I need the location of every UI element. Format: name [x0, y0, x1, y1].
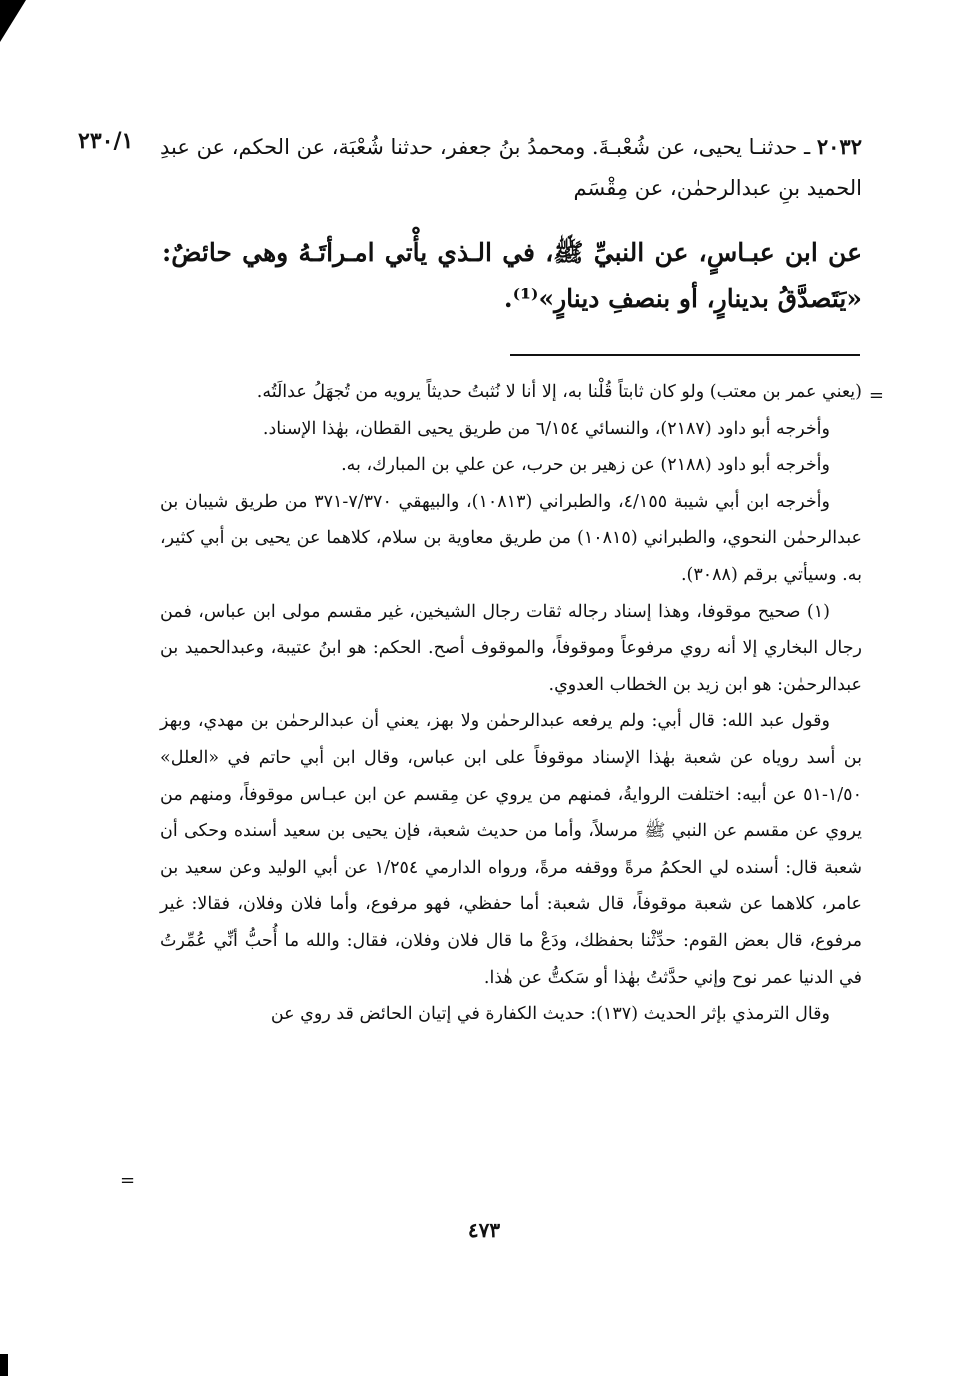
hadith-isnad-text: ـ حدثنـا يحيى، عن شُعْبـةَ. ومحمدُ بنُ جعفر، حدثنا شُعْبَة، عن الحكم، عن عبدِ الحميد بنِ عبدالرحمٰن، عن مِقْسَم — [160, 135, 862, 200]
footnote-paragraph: وقال الترمذي بإثر الحديث (١٣٧): حديث الكفارة في إتيان الحائض قد روي عن — [270, 1004, 830, 1025]
scan-corner-mark — [0, 0, 26, 42]
hadith-number: ٢٠٣٢ — [816, 134, 862, 159]
footnote-paragraph: وأخرجه أبو داود (٢١٨٧)، والنسائي ٦/١٥٤ من طريق يحيى القطان، بهٰذا الإسناد. — [262, 418, 830, 439]
footnote-paragraph: (يعني عمر بن معتب) ولو كان ثابتاً قُلْنا به، إلا أنا لا نُثبتُ حديثاً يرويه من تُجهَلُ عدالَتُه. — [256, 382, 862, 402]
footnote-paragraph: (١) صحيح موقوفا، وهذا إسناد رجاله ثقات رجال الشيخين، غير مقسم مولى ابن عباس، فمن رجال البخاري إلا أنه روي مرفوعاً وموقوفاً، والموقوف أصح. الحكم: هو ابنُ عتيبة، وعبدالحميد بن عبدالرحمٰن: هو ابن زيد بن الخطاب العدوي. — [160, 601, 862, 695]
hadith-isnad — [160, 126, 862, 209]
footnote-paragraph: وقول عبد الله: قال أبي: ولم يرفعه عبدالرحمٰن ولا بهز، يعني أن عبدالرحمٰن بن مهدي، وبهز بن أسد روياه عن شعبة بهٰذا الإسناد موقوفاً على ابن عباس، وقال ابن أبي حاتم في «العلل» ١/٥٠-٥١ عن أبيه: اختلفت الروايةُ، فمنهم من يروي عن مِقسم عن ابن عبـاس موقوفاً، ومنهم من يروي عن مقسم عن النبي ﷺ مرسلاً، وأما من حديث شعبة، فإن يحيى بن سعيد أسنده وحكى أن شعبة قال: أسنده لي الحكمُ مرةً ووقفه مرةً، ورواه الدارمي ١/٢٥٤ عن أبي الوليد وعن سعيد بن عامر، كلاهما عن شعبة موقوفاً، قال شعبة: أما حفظي، فهو مرفوع، وأما فلان وفلان، فقالا: غير مرفوع، قال بعض القوم: حدِّثْنا بحفظك، ودَعْ ما قال فلان وفلان، فقال: والله ما أُحبُّ أنِّي عُمِّرتُ في الدنيا عمر نوح وإني حدَّثتُ بهٰذا أو سَكتُّ عن هٰذا. — [160, 711, 862, 988]
scan-edge-mark — [0, 1354, 8, 1376]
footnote-separator — [510, 354, 860, 356]
page-number: ٤٧٣ — [467, 1218, 501, 1242]
continuation-mark-bottom: = — [120, 1170, 136, 1191]
hadith-matn: عن ابن عبـاسٍ، عن النبيِّ ﷺ، في الـذي يأْتي امـرأتَـهُ وهي حائضٌ: «يَتَصدَّقُ بدينارٍ، أو بنصفِ دينارٍ»⁽¹⁾. — [162, 238, 862, 313]
continuation-mark-top: = — [868, 385, 884, 406]
footnotes — [160, 374, 862, 1033]
volume-page-reference: ٢٣٠/١ — [78, 128, 134, 154]
footnote-paragraph: وأخرجه ابن أبي شيبة ٤/١٥٥، والطبراني (١٠٨١٣)، والبيهقي ٧/٣٧٠-٣٧١ من طريق شيبان بن عبدالرحمٰن النحوي، والطبراني (١٠٨١٥) من طريق معاوية بن سلام، كلاهما عن يحيى بن أبي كثير، به. وسيأتي برقم (٣٠٨٨). — [160, 491, 862, 585]
footnote-paragraph: وأخرجه أبو داود (٢١٨٨) عن زهير بن حرب، عن علي بن المبارك، به. — [341, 455, 830, 476]
